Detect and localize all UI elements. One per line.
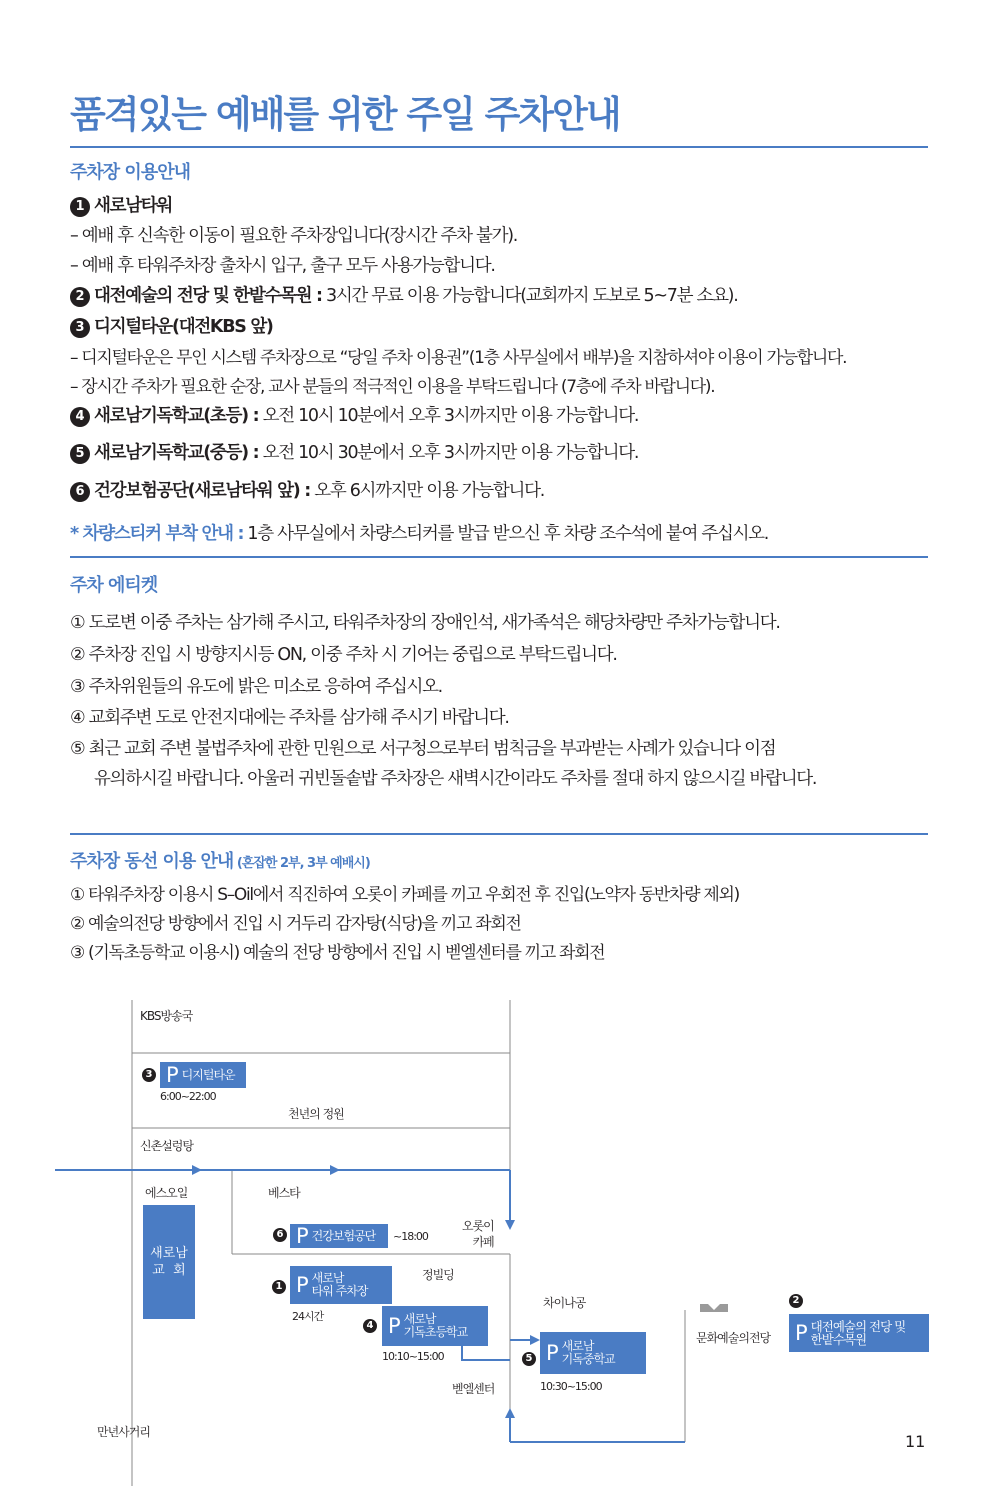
kbs-label: KBS방송국 [140,1009,193,1023]
garden-label: 천년의 정원 [288,1107,344,1121]
parking-icon: P [388,1313,400,1338]
parking-icon: P [546,1340,558,1365]
mid-label: 새로남 기독중학교 [561,1339,615,1366]
tower-item [70,192,172,217]
insurance-hours: ~18:00 [393,1230,428,1243]
item-text: 오후 6시까지만 이용 가능합니다. [309,481,544,501]
number-badge: 4 [70,407,90,427]
seolleongtang-label: 신촌설렁탕 [140,1139,193,1153]
vesta-label: 베스타 [268,1186,300,1200]
sticker-text: 1층 사무실에서 차량스티커를 발급 받으신 후 차량 조수석에 붙여 주십시오. [243,524,769,544]
route-map [0,990,1000,1486]
elem-hours: 10:10~15:00 [382,1350,444,1363]
flow-heading-text: 주차장 동선 이용 안내 [70,851,234,872]
arts-item [70,282,737,307]
elem-item [70,402,638,427]
insurance-label: 건강보험공단 [311,1228,376,1243]
arts-label: 대전예술의 전당 및 한밭수목원 [810,1319,906,1347]
tower-hours: 24시간 [292,1310,324,1323]
etiquette-line-1: ① 도로변 이중 주차는 삼가해 주시고, 타워주차장의 장애인석, 새가족석은 해당차량만 주차가능합니다. [70,613,780,633]
number-badge: 6 [70,482,90,502]
item-title: 새로남타워 [94,196,173,216]
elem-label: 새로남 기독초등학교 [403,1312,468,1339]
etiquette-line-5: ⑤ 최근 교회 주변 불법주차에 관한 민원으로 서구청으로부터 범칙금을 부과받는 사례가 있습니다 이점 [70,739,776,759]
insurance-badge: 6 [273,1228,287,1242]
cafe-label: 오롯이 카페 [462,1219,494,1249]
item-title: 새로남기독학교(중등) : [94,443,259,463]
tower-label: 새로남 타워 주차장 [311,1271,368,1298]
parking-icon: P [296,1223,308,1248]
parking-icon: P [296,1272,308,1297]
page-number: 11 [905,1432,926,1451]
soil-label: 에스오일 [145,1186,188,1200]
mid-parking [540,1332,646,1374]
item-title: 대전예술의 전당 및 한밭수목원 : [94,286,322,306]
tower-note-2: – 예배 후 타워주차장 출차시 입구, 출구 모두 사용가능합니다. [70,256,495,276]
sticker-notice [70,520,768,545]
jeongbilding-label: 정빌딩 [422,1268,454,1282]
divider [70,146,928,148]
digital-hours: 6:00~22:00 [160,1090,216,1103]
arts-parking [789,1314,929,1352]
arts-badge: 2 [789,1294,803,1308]
digital-note-1: – 디지털타운은 무인 시스템 주차장으로 “당일 주차 이용권”(1층 사무실에서 배부)을 지참하셔야 이용이 가능합니다. [70,348,847,368]
elem-badge: 4 [363,1319,377,1333]
item-text: 3시간 무료 이용 가능합니다(교회까지 도보로 5~7분 소요). [321,286,738,306]
culture-label: 문화예술의전당 [696,1331,771,1345]
etiquette-heading: 주차 에티켓 [70,575,158,596]
item-text: 오전 10시 30분에서 오후 3시까지만 이용 가능합니다. [258,443,639,463]
number-badge: 3 [70,318,90,338]
bethel-label: 벧엘센터 [452,1382,495,1396]
usage-heading: 주차장 이용안내 [70,162,190,183]
tower-parking [290,1266,392,1304]
insurance-parking [290,1224,388,1248]
etiquette-line-3: ③ 주차위원들의 유도에 밝은 미소로 응하여 주십시오. [70,677,442,697]
digital-label: 디지털타운 [181,1067,235,1082]
parking-icon: P [166,1062,178,1087]
church-building: 새로남 교 회 [143,1205,195,1319]
number-badge: 2 [70,287,90,307]
digital-note-2: – 장시간 주차가 필요한 순장, 교사 분들의 적극적인 이용을 부탁드립니다 (7층에 주차 바랍니다). [70,377,715,397]
divider [70,833,928,835]
divider [70,556,928,558]
flow-line-1: ① 타워주차장 이용시 S–Oil에서 직진하여 오롯이 카페를 끼고 우회전 후 진입(노약자 동반차량 제외) [70,885,739,905]
digital-parking [160,1062,246,1088]
number-badge: 5 [70,444,90,464]
item-text: 오전 10시 10분에서 오후 3시까지만 이용 가능합니다. [258,406,639,426]
flow-line-2: ② 예술의전당 방향에서 진입 시 거두리 감자탕(식당)을 끼고 좌회전 [70,914,521,934]
flow-line-3: ③ (기독초등학교 이용시) 예술의 전당 방향에서 진입 시 벧엘센터를 끼고 좌회전 [70,943,605,963]
page-title: 품격있는 예배를 위한 주일 주차안내 [70,93,620,136]
intersection-label: 만년사거리 [97,1425,150,1439]
tower-note-1: – 예배 후 신속한 이동이 필요한 주차장입니다(장시간 주차 불가). [70,226,517,246]
etiquette-line-2: ② 주차장 진입 시 방향지시등 ON, 이중 주차 시 기어는 중립으로 부탁드립니다. [70,645,617,665]
mid-badge: 5 [522,1352,536,1366]
item-title: 새로남기독학교(초등) : [94,406,259,426]
digital-badge: 3 [142,1068,156,1082]
mid-hours: 10:30~15:00 [540,1380,602,1393]
etiquette-line-6: 유의하시길 바랍니다. 아울러 귀빈돌솥밥 주차장은 새벽시간이라도 주차를 절대 하지 않으시길 바랍니다. [94,769,817,789]
number-badge: 1 [70,197,90,217]
insurance-item [70,477,544,502]
item-title: 건강보험공단(새로남타워 앞) : [94,481,310,501]
etiquette-line-4: ④ 교회주변 도로 안전지대에는 주차를 삼가해 주시기 바랍니다. [70,708,509,728]
elem-parking [382,1306,488,1346]
item-title: 디지털타운(대전KBS 앞) [94,317,273,337]
china-label: 차이나공 [543,1296,586,1310]
digital-item [70,313,273,338]
tower-badge: 1 [272,1280,286,1294]
parking-icon: P [795,1320,807,1345]
flow-heading [70,847,370,873]
flow-heading-note: (혼잡한 2부, 3부 예배시) [233,856,370,871]
sticker-title: * 차량스티커 부착 안내 : [70,524,244,544]
mid-item [70,439,638,464]
